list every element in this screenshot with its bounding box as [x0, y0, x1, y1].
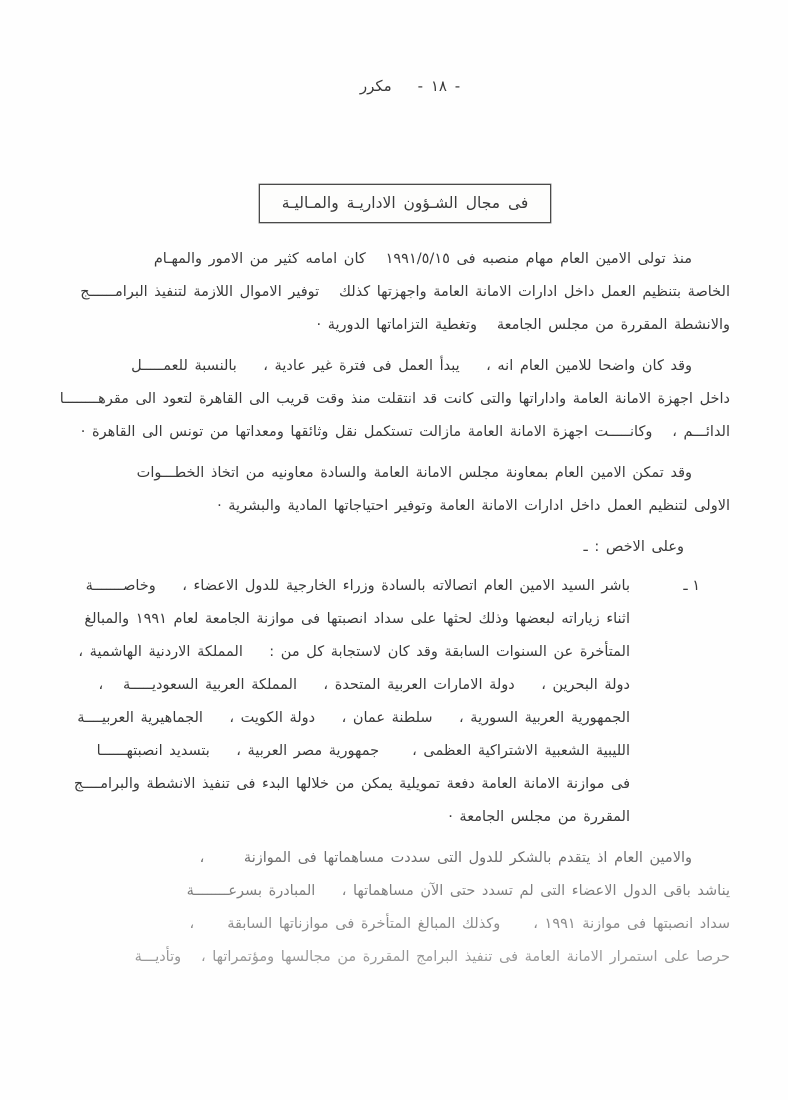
text-line: والامين العام اذ يتقدم بالشكر للدول التى سددت مساهماتها فى الموازنة ، [199, 850, 692, 866]
document-body [58, 243, 730, 974]
text-line: وقد تمكن الامين العام بمعاونة مجلس الامانة العامة والسادة معاونيه من اتخاذ الخطـــوات [136, 465, 692, 481]
text-line: الليبية الشعبية الاشتراكية العظمى ، جمهورية مصر العربية ، بتسديد انصبتهــــــا [96, 743, 630, 759]
text-line: الاولى لتنظيم العمل داخل ادارات الامانة العامة وتوفير احتياجاتها المادية والبشرية · [217, 498, 730, 514]
text-line: داخل اجهزة الامانة العامة واداراتها والتى كانت قد انتقلت منذ وقت قريب الى القاهرة لتعود الى مقرهــــــــا [59, 391, 730, 407]
text-line: منذ تولى الامين العام مهام منصبه فى ١٩٩١/٥/١٥ كان امامه كثير من الامور والمهـام [153, 251, 692, 267]
closing-paragraph [58, 842, 730, 974]
page-header [74, 76, 746, 96]
text-line: يناشد باقى الدول الاعضاء التى لم تسدد حتى الآن مساهماتها ، المبادرة بسرعــــــــة [186, 883, 730, 899]
text-line: اثناء زياراته لبعضها وذلك لحثها على سداد انصبتها فى موازنة الجامعة لعام ١٩٩١ والمبالغ [84, 611, 630, 627]
item-number: ١ ـ [683, 578, 700, 594]
text-line: فى موازنة الامانة العامة دفعة تمويلية يمكن من خلالها البدء فى تنفيذ الانشطة والبرامــــج [73, 776, 630, 792]
text-line: الجمهورية العربية السورية ، سلطنة عمان ، دولة الكويت ، الجماهيرية العربيــــة [77, 710, 630, 726]
text-line: حرصا على استمرار الامانة العامة فى تنفيذ البرامج المقررة من مجالسها ومؤتمراتها ، وتأديـــة [134, 949, 730, 965]
section-title-box [259, 184, 552, 223]
text-line: الخاصة بتنظيم العمل داخل ادارات الامانة العامة واجهزتها كذلك توفير الاموال اللازمة لتنفيذ البرامــــــج [80, 284, 730, 300]
text-line: باشر السيد الامين العام اتصالاته بالسادة وزراء الخارجية للدول الاعضاء ، وخاصـــــــة [85, 578, 630, 594]
paragraph-1 [58, 243, 730, 342]
text-line: المتأخرة عن السنوات السابقة وقد كان لاستجابة كل من : المملكة الاردنية الهاشمية ، [78, 644, 630, 660]
item-body [58, 570, 630, 834]
text-line: دولة البحرين ، دولة الامارات العربية المتحدة ، المملكة العربية السعوديـــــة ، [98, 677, 630, 693]
text-line: الدائـــم ، وكانـــــت اجهزة الامانة العامة مازالت تستكمل نقل وثائقها ومعداتها من تونس الى القاهرة · [80, 424, 730, 440]
text-line: سداد انصبتها فى موازنة ١٩٩١ ، وكذلك المبالغ المتأخرة فى موازناتها السابقة ، [189, 916, 730, 932]
section-title: فى مجال الشـؤون الاداريـة والمـاليـة [281, 194, 529, 212]
text-line: المقررة من مجلس الجامعة · [448, 809, 630, 825]
paragraph-2 [58, 350, 730, 449]
page-number: - ١٨ - [417, 77, 461, 95]
text-line: وقد كان واضحا للامين العام انه ، يبدأ العمل فى فترة غير عادية ، بالنسبة للعمـــــل [131, 358, 692, 374]
lead-in-line: وعلى الاخص : ـ [583, 539, 684, 555]
list-item-1 [58, 570, 730, 834]
text-line: والانشطة المقررة من مجلس الجامعة وتغطية التزاماتها الدورية · [316, 317, 730, 333]
paragraph-3 [58, 457, 730, 523]
page-annotation: مكرر [359, 77, 392, 95]
